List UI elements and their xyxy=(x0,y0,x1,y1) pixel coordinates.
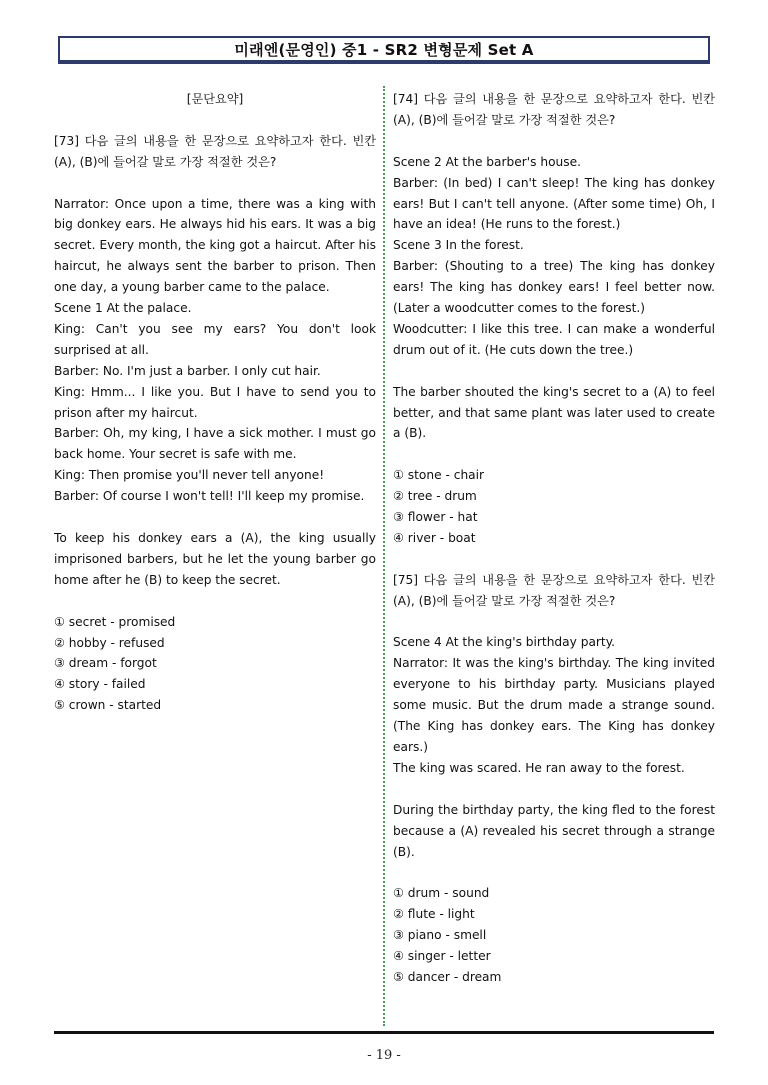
passage-line: King: Then promise you'll never tell anyone! xyxy=(54,468,325,483)
passage-line: Scene 4 At the king's birthday party. xyxy=(393,635,616,650)
question-73-prompt: [73] 다음 글의 내용을 한 문장으로 요약하고자 한다. 빈칸 (A), (B)에 들어갈 말로 가장 적절한 것은? xyxy=(54,133,376,169)
question-73-summary: To keep his donkey ears a (A), the king usually imprisoned barbers, but he let the young barber go home after he (B) to keep the secret. xyxy=(54,530,376,587)
answer-option: ③ flower - hat xyxy=(393,510,478,525)
answer-option: ② flute - light xyxy=(393,907,475,922)
answer-option: ② tree - drum xyxy=(393,489,477,504)
passage-line: Barber: No. I'm just a barber. I only cut hair. xyxy=(54,363,321,378)
footer-rule xyxy=(54,1031,714,1034)
answer-option: ① drum - sound xyxy=(393,886,490,901)
passage-line: Barber: Oh, my king, I have a sick mother. I must go back home. Your secret is safe with me. xyxy=(54,426,376,462)
answer-option: ④ singer - letter xyxy=(393,949,491,964)
question-74-prompt: [74] 다음 글의 내용을 한 문장으로 요약하고자 한다. 빈칸 (A), (B)에 들어갈 말로 가장 적절한 것은? xyxy=(393,92,715,127)
answer-option: ② hobby - refused xyxy=(54,635,165,650)
passage-line: Scene 3 In the forest. xyxy=(393,238,524,253)
answer-option: ④ story - failed xyxy=(54,677,146,692)
page-title: 미래엔(문영인) 중1 - SR2 변형문제 Set A xyxy=(58,36,710,64)
answer-option: ③ piano - smell xyxy=(393,928,487,943)
passage-line: Barber: Of course I won't tell! I'll keep my promise. xyxy=(54,489,365,504)
answer-option: ④ river - boat xyxy=(393,530,476,545)
section-heading: [문단요약] xyxy=(186,92,244,106)
passage-line: Barber: (In bed) I can't sleep! The king has donkey ears! But I can't tell anyone. (After some time) Oh, I have an idea! (He runs to the forest.) xyxy=(393,175,715,232)
page-number: - 19 - xyxy=(367,1048,401,1063)
passage-line: Scene 1 At the palace. xyxy=(54,301,192,316)
answer-option: ⑤ dancer - dream xyxy=(393,969,502,984)
passage-line: Woodcutter: I like this tree. I can make a wonderful drum out of it. (He cuts down the tree.) xyxy=(393,321,715,357)
question-74-summary: The barber shouted the king's secret to a (A) to feel better, and that same plant was later used to create a (B). xyxy=(393,384,715,441)
question-75-summary: During the birthday party, the king fled to the forest because a (A) revealed his secret through a strange (B). xyxy=(393,802,715,859)
answer-option: ① stone - chair xyxy=(393,468,485,483)
answer-option: ③ dream - forgot xyxy=(54,656,157,671)
passage-line: Barber: (Shouting to a tree) The king has donkey ears! The king has donkey ears! I feel better now. (Later a woodcutter comes to the forest.) xyxy=(393,259,715,316)
passage-line: King: Can't you see my ears? You don't look surprised at all. xyxy=(54,321,376,357)
passage-line: The king was scared. He ran away to the forest. xyxy=(393,760,685,775)
column-divider xyxy=(383,86,385,1026)
answer-option: ① secret - promised xyxy=(54,614,176,629)
question-75-prompt: [75] 다음 글의 내용을 한 문장으로 요약하고자 한다. 빈칸 (A), (B)에 들어갈 말로 가장 적절한 것은? xyxy=(393,572,715,608)
passage-line: Narrator: Once upon a time, there was a king with big donkey ears. He always hid his ears. It was a big secret. Every month, the king got a haircut. After his haircut, he always sent the barber to prison. Then one day, a young barber came to the palace. xyxy=(54,196,376,295)
passage-line: King: Hmm... I like you. But I have to send you to prison after my haircut. xyxy=(54,384,376,420)
left-column xyxy=(54,89,376,716)
answer-option: ⑤ crown - started xyxy=(54,698,162,713)
passage-line: Narrator: It was the king's birthday. The king invited everyone to his birthday party. Musicians played some music. But the drum made a strange sound. (The King has donkey ears. The King has donkey ears.) xyxy=(393,656,715,755)
passage-line: Scene 2 At the barber's house. xyxy=(393,154,581,169)
right-column xyxy=(393,89,715,988)
